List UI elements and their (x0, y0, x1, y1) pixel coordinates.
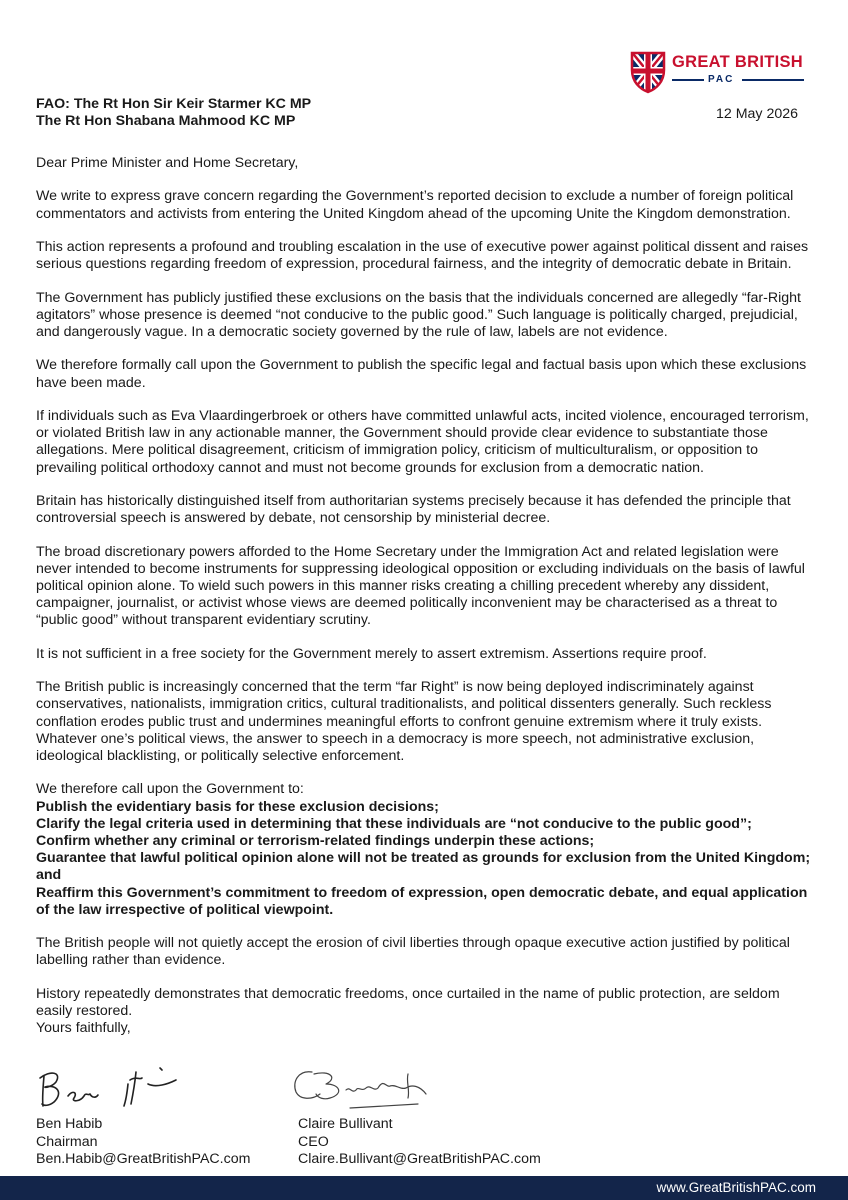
signer-title: CEO (298, 1133, 329, 1150)
demand-item: Clarify the legal criteria used in determining that these individuals are “not conducive to the public good”; (36, 815, 752, 832)
paragraph: The British public is increasingly concerned that the term “far Right” is now being deployed indiscriminately against conservatives, nationalists, immigration critics, cultural traditionalists, and political dissenters generally. Such reckless conflation erodes public trust and undermines meaningful efforts to confront genuine extremism where it truly exists. Whatever one’s political views, the answer to speech in a democracy is more speech, not administrative exclusion, ideological blacklisting, or politically selective enforcement. (36, 679, 772, 764)
logo-sub: PAC (708, 74, 735, 85)
call-intro: We therefore call upon the Government to: (36, 781, 304, 798)
signer-claire-bullivant (298, 1116, 541, 1169)
signoff: Yours faithfully, (36, 1020, 131, 1037)
paragraph: If individuals such as Eva Vlaardingerbroek or others have committed unlawful acts, incited violence, encouraged terrorism, or violated British law in any actionable manner, the Government should provide clear evidence to substantiate those allegations. Mere political disagreement, criticism of immigration policy, criticism of multiculturalism, or opposition to prevailing political orthodoxy cannot and must not become grounds for exclusion from a democratic nation. (36, 407, 809, 476)
recipient-block (36, 96, 311, 130)
demands-list (36, 799, 816, 919)
recipient-line: FAO: The Rt Hon Sir Keir Starmer KC MP (36, 96, 312, 112)
paragraph: The broad discretionary powers afforded to the Home Secretary under the Immigration Act and related legislation were never intended to become instruments for suppressing ideological opposition or excluding individuals on the basis of lawful political opinion alone. To wield such powers in this manner risks creating a chilling precedent whereby any dissident, campaigner, journalist, or activist whose views are deemed politically inconvenient may be characterised as a threat to “public good” without transparent evidentiary scrutiny. (36, 543, 805, 629)
recipient-line: The Rt Hon Shabana Mahmood KC MP (36, 113, 296, 129)
signer-title: Chairman (36, 1133, 98, 1150)
paragraph: This action represents a profound and troubling escalation in the use of executive power against political dissent and raises serious questions regarding freedom of expression, procedural fairness, and the integrity of democratic debate in Britain. (36, 238, 809, 273)
footer-bar (0, 1176, 848, 1200)
logo-name: GREAT BRITISH (672, 53, 804, 71)
signature-ben-habib (36, 1062, 216, 1114)
paragraph: The Government has publicly justified these exclusions on the basis that the individuals concerned are allegedly “far-Right agitators” whose presence is deemed “not conducive to the public good.” Such language is politically charged, prejudicial, and dangerously vague. In a democratic society governed by the rule of law, labels are not evidence. (36, 289, 801, 340)
closing-paragraph: History repeatedly demonstrates that democratic freedoms, once curtailed in the name of public protection, are seldom easily restored. (36, 985, 780, 1019)
letter-body (36, 155, 816, 1054)
signer-name: Ben Habib (36, 1116, 103, 1132)
paragraph: Britain has historically distinguished itself from authoritarian systems precisely because it has defended the principle that controversial speech is answered by debate, not censorship by ministerial decree. (36, 492, 791, 527)
letter-date: 12 May 2026 (716, 106, 799, 122)
paragraph: We therefore formally call upon the Government to publish the specific legal and factual basis upon which these exclusions have been made. (36, 357, 807, 391)
logo-rule-left (672, 79, 704, 81)
logo-rule-right (742, 79, 804, 81)
great-british-pac-logo (630, 50, 810, 96)
signer-name: Claire Bullivant (298, 1116, 393, 1132)
paragraph: It is not sufficient in a free society for the Government merely to assert extremism. Assertions require proof. (36, 645, 707, 662)
closing-paragraph: The British people will not quietly accept the erosion of civil liberties through opaque executive action justified by political labelling rather than evidence. (36, 935, 790, 969)
demand-item: Guarantee that lawful political opinion alone will not be treated as grounds for exclusion from the United Kingdom; and (36, 850, 811, 884)
demand-item: Reaffirm this Government’s commitment to freedom of expression, open democratic debate, and equal application of the law irrespective of political viewpoint. (36, 884, 808, 918)
demand-item: Publish the evidentiary basis for these exclusion decisions; (36, 798, 439, 815)
signature-claire-bullivant (290, 1064, 470, 1114)
union-jack-shield-icon (630, 50, 666, 94)
signer-email: Ben.Habib@GreatBritishPAC.com (36, 1151, 251, 1167)
footer-url: www.GreatBritishPAC.com (656, 1180, 816, 1195)
signer-email: Claire.Bullivant@GreatBritishPAC.com (298, 1151, 541, 1167)
paragraph: We write to express grave concern regarding the Government’s reported decision to exclude a number of foreign political commentators and activists from entering the United Kingdom ahead of the upcoming Unite the Kingdom demonstration. (36, 188, 794, 222)
demand-item: Confirm whether any criminal or terrorism-related findings underpin these actions; (36, 832, 595, 849)
signer-ben-habib (36, 1116, 250, 1169)
salutation: Dear Prime Minister and Home Secretary, (36, 155, 299, 171)
